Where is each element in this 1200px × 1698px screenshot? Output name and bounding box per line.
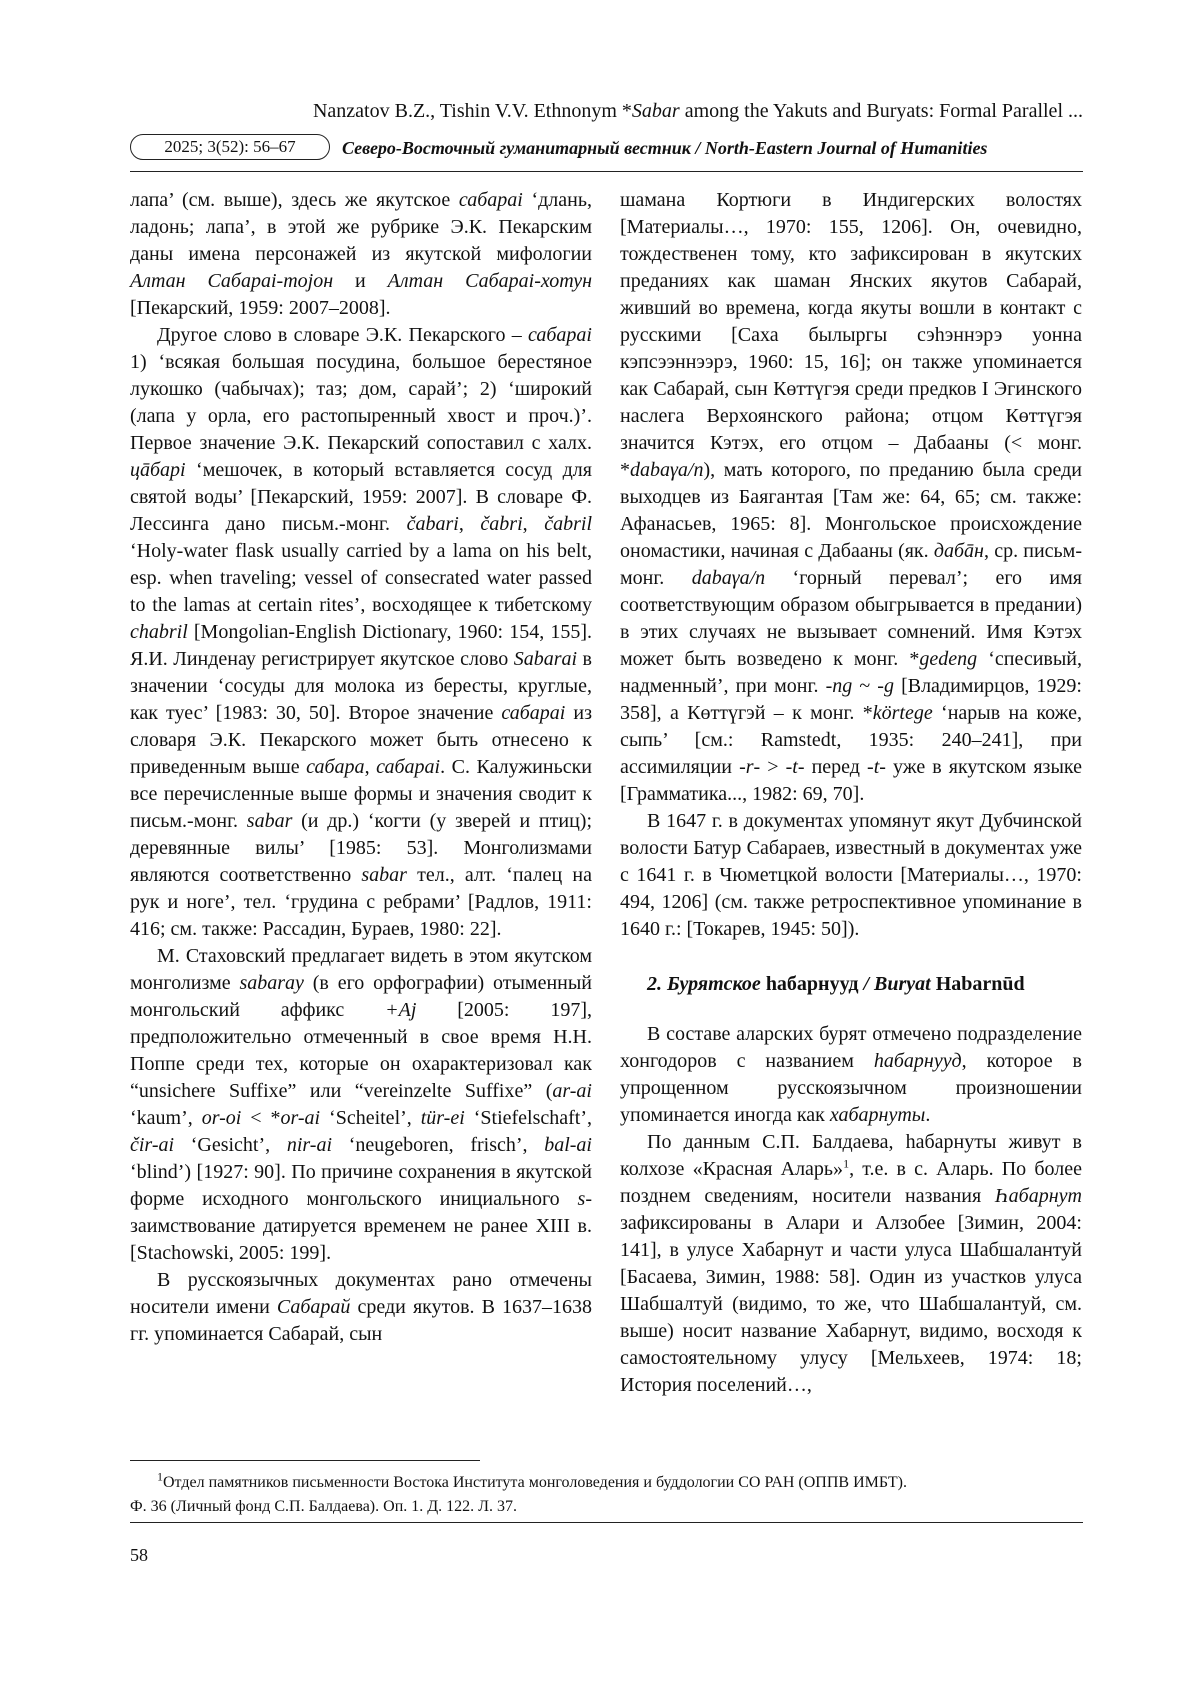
issue-badge: 2025; 3(52): 56–67 [130,134,330,160]
section-number: 2. Бурятское [647,973,766,995]
footnote-divider [130,1460,480,1461]
paragraph: В составе аларских бурят отмечено подразделение хонгодоров с названием һабарнууд, которое в упрощенном русскоязычном произношении упоминается иногда как хабарнуты. [620,1023,1083,1126]
footnote-mark: 1 [157,1469,163,1484]
paragraph: По данным С.П. Балдаева, һабарнуты живут в колхозе «Красная Аларь»$^1$, т.е. в с. Аларь. По более позднем сведениям, носители названия Һабарнут зафиксированы в Алари и Алзобее [Зимин, 2004: 141], в улусе Хабарнут и части улуса Шабшалантуй [Басаева, Зимин, 1988: 58]. Один из участков улуса Шабшалтуй (видимо, то же, что Шабшалантуй, см. выше) носит название Хабарнут, видимо, восходя к самостоятельному улусу [Мельхеев, 1974: 18; История поселений…, [620,1131,1082,1396]
footnote-line-2: Ф. 36 (Личный фонд С.П. Балдаева). Оп. 1. Д. 122. Л. 37. [130,1498,518,1515]
footnote [130,1471,1083,1519]
page-number: 58 [130,1545,148,1565]
section-separator: / Buryat [858,973,936,995]
left-column [130,187,592,1348]
running-title [313,100,1083,123]
paragraph: В русскоязычных документах рано отмечены носители имени Сабарай среди якутов. В 1637–1638 гг. упоминается Сабарай, сын [130,1269,593,1345]
issue-row [130,131,1083,167]
header-divider [130,171,1083,172]
journal-title: Северо-Восточный гуманитарный вестник / North-Eastern Journal of Humanities [342,138,988,158]
paragraph: лапа’ (см. выше), здесь же якутское сабараі ‘длань, ладонь; лапа’, в этой же рубрике Э.К. Пекарским даны имена персонажей из якутской мифологии Алтан Сабараі-тојон и Алтан Сабараі-хотун [Пекарский, 1959: 2007–2008]. [130,189,593,319]
right-column [620,187,1082,1399]
running-title-authors: Nanzatov B.Z., Tishin V.V. Ethnonym * [312,100,632,122]
footer-divider [130,1522,1083,1523]
section-term-en: Habarnūd [935,973,1025,995]
running-title-ethnonym: Sabar [631,100,680,122]
paragraph: В 1647 г. в документах упомянут якут Дубчинской волости Батур Сабараев, известный в документах уже с 1641 г. в Чюметцкой волости [Материалы…, 1970: 494, 1206] (см. также ретроспективное упоминание в 1640 г.: [Токарев, 1945: 50]). [620,810,1082,940]
section-term: һабарнууд [765,973,859,995]
running-title-rest: among the Yakuts and Buryats: Formal Parallel ... [679,100,1083,122]
footnote-line-1: Отдел памятников письменности Востока Института монголоведения и буддологии СО РАН (ОППВ ИМБТ). [163,1474,907,1491]
paragraph: М. Стаховский предлагает видеть в этом якутском монголизме sabaray (в его орфографии) отыменный монгольский аффикс +Aj [2005: 197], предположительно отмеченный в свое время Н.Н. Поппе среди тех, которые он охарактеризовал как “unsichere Suffixe” или “vereinzelte Suffixe” (ar-ai ‘kaum’, or-oi < *or-ai ‘Scheitel’, tür-ei ‘Stiefelschaft’, čir-ai ‘Gesicht’, nir-ai ‘neugeboren, frisch’, bal-ai ‘blind’) [1927: 90]. По причине сохранения в якутской форме исходного монгольского инициального s- заимствование датируется временем не ранее XIII в. [Stachowski, 2005: 199]. [130,945,593,1264]
paragraph: шамана Кортюги в Индигерских волостях [Материалы…, 1970: 155, 1206]. Он, очевидно, тождественен тому, кто зафиксирован в якутских преданиях как шаман Янских якутов Сабарай, живший во времена, когда якуты вошли в контакт с русскими [Саха былыргы сэһэннэрэ уонна кэпсээннээрэ, 1960: 15, 16]; он также упоминается как Сабарай, сын Көттүгэя среди предков I Эгинского наслега Верхоянского района; отцом Көттүгэя значится Кэтэх, его отцом – Дабааны (< монг. *dabaγa/n), мать которого, по преданию была среди выходцев из Баягантая [Там же: 64, 65; см. также: Афанасьев, 1965: 8]. Монгольское происхождение ономастики, начиная с Дабааны (як. дабāн, ср. письм-монг. dabaγa/n ‘горный перевал’; его имя соответствующим образом обыгрывается в предании) в этих случаях не вызывает сомнений. Имя Кэтэх может быть возведено к монг. *gedeng ‘спесивый, надменный’, при монг. -ng ~ -g [Владимирцов, 1929: 358], а Көттүгэй – к монг. *körtege ‘нарыв на коже, сыпь’ [см.: Ramstedt, 1935: 240–241], при ассимиляции -r- > -t- перед -t- уже в якутском языке [Грамматика..., 1982: 69, 70]. [620,189,1083,805]
section-heading [620,971,1082,998]
paragraph: Другое слово в словаре Э.К. Пекарского – сабараі 1) ‘всякая большая посудина, большое берестяное лукошко (чабычах); таз; дом, сарай’; 2) ‘широкий (лапа у орла, его растопыренный хвост и проч.)’. Первое значение Э.К. Пекарский сопоставил с халх. цāбарі ‘мешочек, в который вставляется сосуд для святой воды’ [Пекарский, 1959: 2007]. В словаре Ф. Лессинга дано письм.-монг. čabari, čabri, čabril ‘Holy-water flask usually carried by a lama on his belt, esp. when traveling; vessel of consecrated water passed to the lamas at certain rites’, восходящее к тибетскому chabril [Mongolian-English Dictionary, 1960: 154, 155]. Я.И. Линденау регистрирует якутское слово Sabarai в значении ‘сосуды для молока из бересты, круглые, как туес’ [1983: 30, 50]. Второе значение сабараі из словаря Э.К. Пекарского может быть отнесено к приведенным выше сабара, сабараі. С. Калужиньски все перечисленные выше формы и значения сводит к письм.-монг. sabar (и др.) ‘когти (у зверей и птиц); деревянные вилы’ [1985: 53]. Монголизмами являются соответственно sabar тел., алт. ‘палец на рук и ноге’, тел. ‘грудина с ребрами’ [Радлов, 1911: 416; см. также: Рассадин, Бураев, 1980: 22]. [130,324,593,940]
